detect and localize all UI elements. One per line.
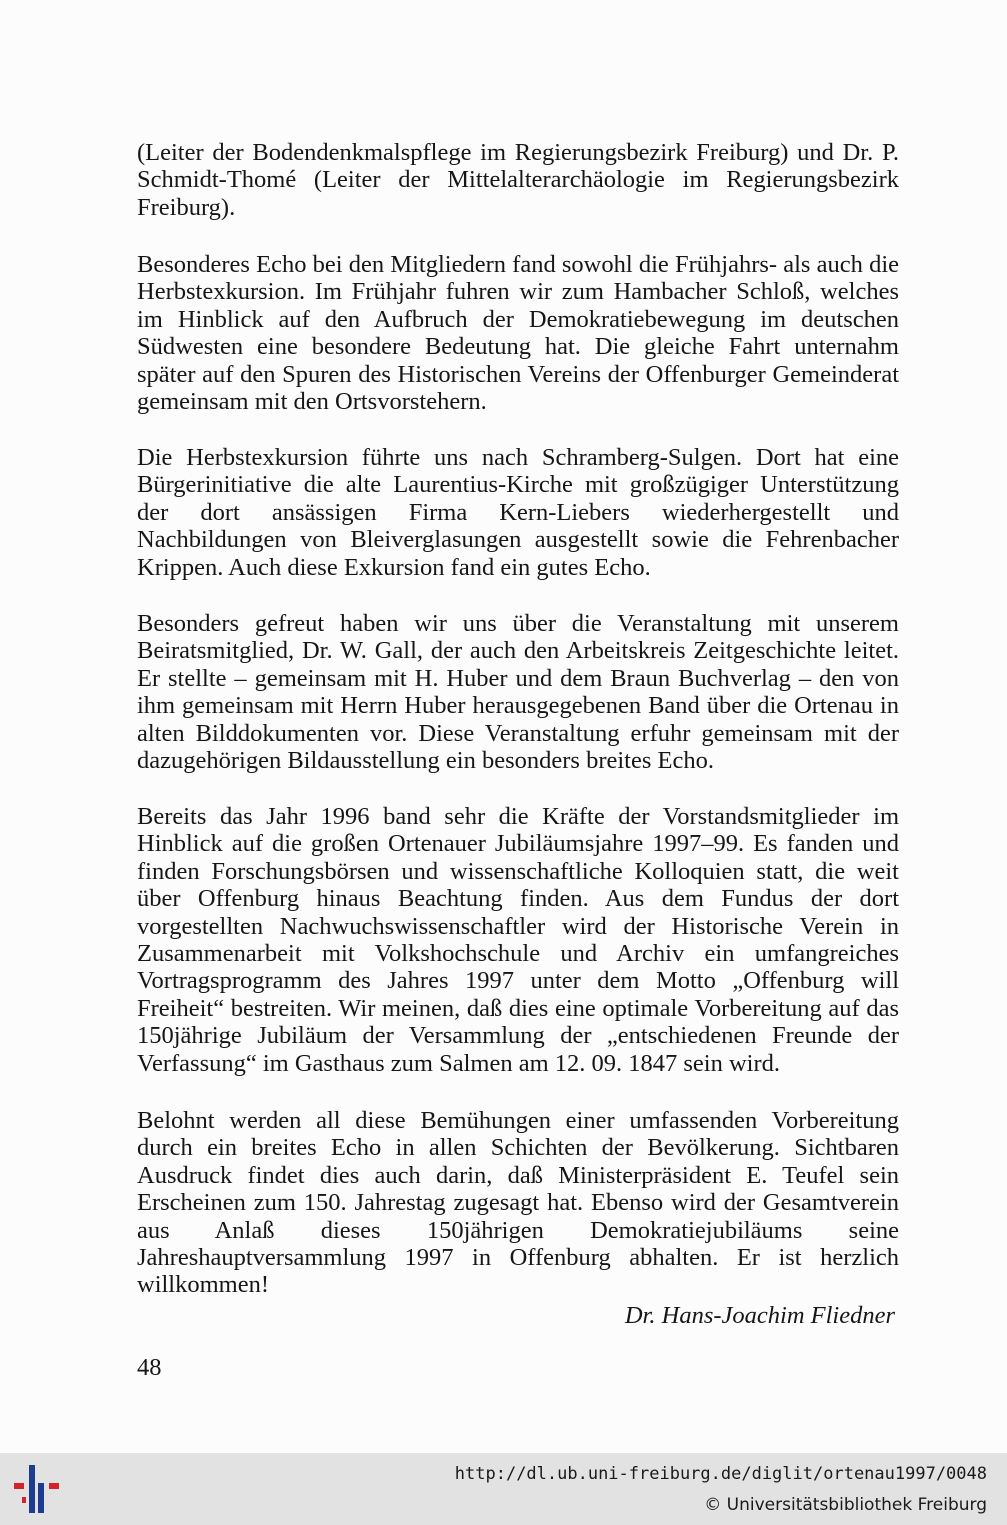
paragraph-6: Belohnt werden all diese Bemühungen einer umfassenden Vorbereitung durch ein breites Echo in allen Schichten der Bevölkerung. Sichtbaren Ausdruck findet dies auch darin, daß Ministerpräsident E. Teufel sein Erscheinen zum 150. Jahrestag zugesagt hat. Ebenso wird der Gesamtverein aus Anlaß dieses 150jährigen Demokratiejubiläums seine Jahreshauptversammlung 1997 in Offenburg abhalten. Er ist herzlich willkommen!	[137, 1107, 899, 1299]
paragraph-4: Besonders gefreut haben wir uns über die Veranstaltung mit unserem Beiratsmitglied, Dr. W. Gall, der auch den Arbeitskreis Zeitgeschichte leitet. Er stellte – gemeinsam mit H. Huber und dem Braun Buchverlag – den von ihm gemeinsam mit Herrn Huber herausgegebenen Band über die Ortenau in alten Bilddokumenten vor. Diese Veranstaltung erfuhr gemeinsam mit der dazugehörigen Bildausstellung ein besonders breites Echo.	[137, 610, 899, 775]
source-url-link[interactable]: http://dl.ub.uni-freiburg.de/diglit/ortenau1997/0048	[454, 1464, 987, 1484]
copyright-notice: © Universitätsbibliothek Freiburg	[704, 1495, 987, 1515]
paragraph-2: Besonderes Echo bei den Mitgliedern fand sowohl die Frühjahrs- als auch die Herbstexkursion. Im Frühjahr fuhren wir zum Hambacher Schloß, welches im Hinblick auf den Aufbruch der Demokratiebewegung im deutschen Südwesten eine besondere Bedeutung hat. Die gleiche Fahrt unternahm später auf den Spuren des Historischen Vereins der Offenburger Gemeinderat gemeinsam mit den Ortsvorstehern.	[137, 251, 899, 416]
footer-bar	[0, 1453, 1007, 1525]
library-logo-icon	[12, 1463, 64, 1515]
author-signature: Dr. Hans-Joachim Fliedner	[624, 1302, 895, 1329]
paragraph-1: (Leiter der Bodendenkmalspflege im Regierungsbezirk Freiburg) und Dr. P. Schmidt-Thomé (Leiter der Mittelalterarchäologie im Regierungsbezirk Freiburg).	[137, 139, 899, 221]
page-number: 48	[137, 1354, 162, 1381]
paragraph-5: Bereits das Jahr 1996 band sehr die Kräfte der Vorstandsmitglieder im Hinblick auf die großen Ortenauer Jubiläumsjahre 1997–99. Es fanden und finden Forschungsbörsen und wissenschaftliche Kolloquien statt, die weit über Offenburg hinaus Beachtung finden. Aus dem Fundus der dort vorgestellten Nachwuchswissenschaftler wird der Historische Verein in Zusammenarbeit mit Volkshochschule und Archiv ein umfangreiches Vortragsprogramm des Jahres 1997 unter dem Motto „Offenburg will Freiheit“ bestreiten. Wir meinen, daß dies eine optimale Vorbereitung auf das 150jährige Jubiläum der Versammlung der „entschiedenen Freunde der Verfassung“ im Gasthaus zum Salmen am 12. 09. 1847 sein wird.	[137, 803, 899, 1077]
paragraph-3: Die Herbstexkursion führte uns nach Schramberg-Sulgen. Dort hat eine Bürgerinitiative die alte Laurentius-Kirche mit großzügiger Unterstützung der dort ansässigen Firma Kern-Liebers wiederhergestellt und Nachbildungen von Bleiverglasungen ausgestellt sowie die Fehrenbacher Krippen. Auch diese Exkursion fand ein gutes Echo.	[137, 444, 899, 581]
